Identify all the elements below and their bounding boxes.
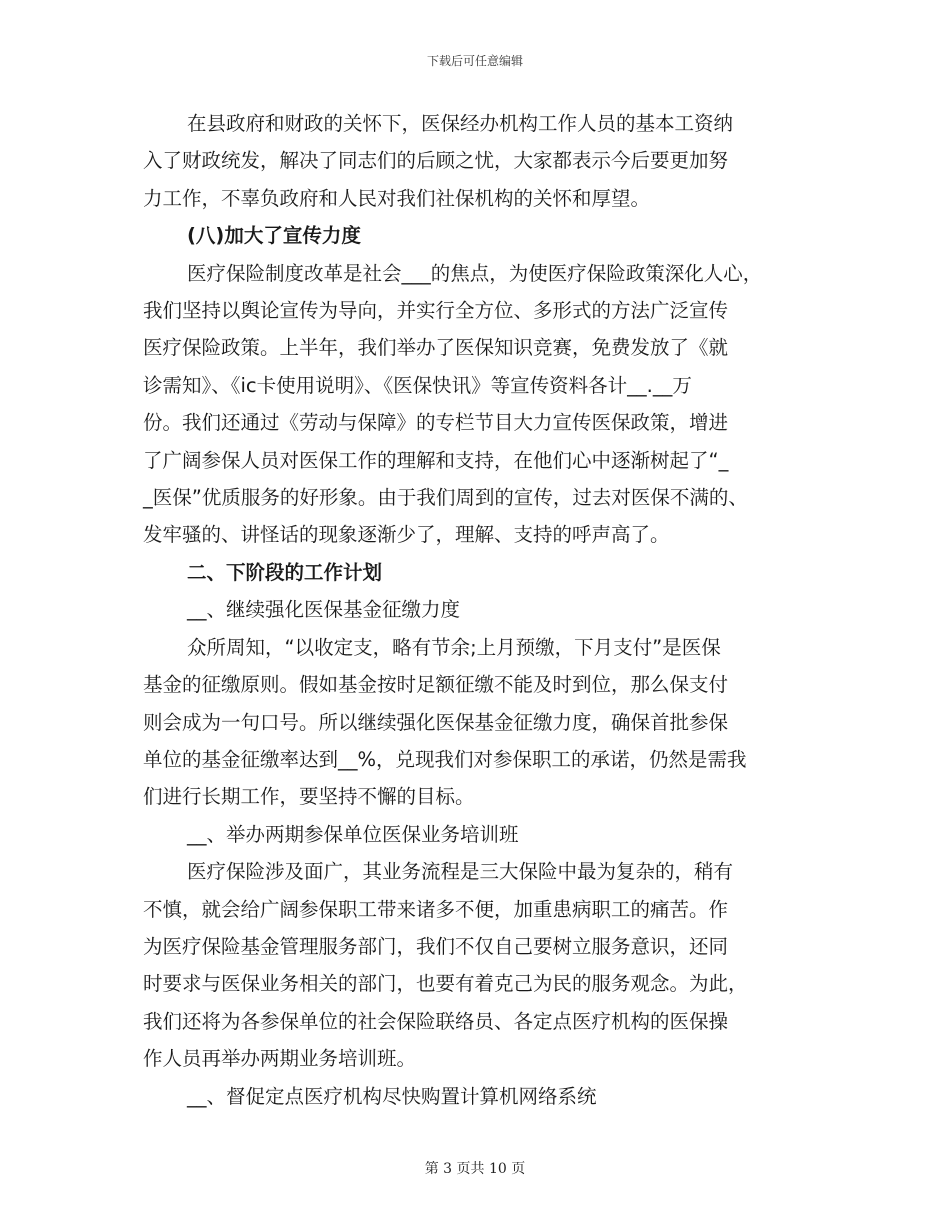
- text-line: 在县政府和财政的关怀下，医保经办机构工作人员的基本工资纳: [187, 112, 734, 135]
- text-line: 份。我们还通过《劳动与保障》的专栏节目大力宣传医保政策，增进: [143, 411, 729, 435]
- text-line: 力工作，不辜负政府和人民对我们社保机构的关怀和厚望。: [143, 186, 651, 210]
- text-line: 我们坚持以舆论宣传为导向，并实行全方位、多形式的方法广泛宣传: [143, 299, 729, 323]
- text-line: 不慎，就会给广阔参保职工带来诸多不便，加重患病职工的痛苦。作: [143, 897, 729, 921]
- text-line: 医疗保险制度改革是社会___的焦点，为使医疗保险政策深化人心，: [187, 261, 763, 285]
- text-line: 们进行长期工作，要坚持不懈的目标。: [143, 785, 475, 809]
- page-header: 下载后可任意编辑: [426, 54, 523, 68]
- paragraph-salary: [143, 105, 823, 217]
- text-line: 则会成为一句口号。所以继续强化医保基金征缴力度，确保首批参保: [143, 710, 729, 734]
- text-line: __、督促定点医疗机构尽快购置计算机网络系统: [187, 1084, 597, 1108]
- text-line: 发牢骚的、讲怪话的现象逐渐少了，理解、支持的呼声高了。: [143, 523, 670, 547]
- text-line: _医保”优质服务的好形象。由于我们周到的宣传，过去对医保不满的、: [143, 486, 748, 510]
- text-line: 诊需知》、《ic卡使用说明》、《医保快讯》等宣传资料各计__.__万: [143, 373, 692, 397]
- text-line: 基金的征缴原则。假如基金按时足额征缴不能及时到位，那么保支付: [143, 673, 729, 697]
- paragraph-fund-collection: [143, 629, 823, 816]
- text-line: 医疗保险政策。上半年，我们举办了医保知识竞赛，免费发放了《就: [143, 336, 729, 360]
- text-line: 时要求与医保业务相关的部门，也要有着克己为民的服务观念。为此，: [143, 972, 748, 996]
- text-line: 我们还将为各参保单位的社会保险联络员、各定点医疗机构的医保操: [143, 1009, 729, 1033]
- text-line: 众所周知，“以收定支，略有节余;上月预缴，下月支付”是医保: [187, 635, 721, 659]
- document-body: [143, 105, 823, 1115]
- text-line: __、继续强化医保基金征缴力度: [187, 598, 461, 622]
- subheading-training: [143, 816, 823, 853]
- text-line: 医疗保险涉及面广，其业务流程是三大保险中最为复杂的，稍有: [187, 860, 734, 884]
- text-line: 作人员再举办两期业务培训班。: [143, 1047, 417, 1071]
- paragraph-training: [143, 853, 823, 1077]
- text-line: __、举办两期参保单位医保业务培训班: [187, 822, 519, 846]
- section-heading-next-plan: 二、下阶段的工作计划: [187, 560, 383, 584]
- subheading-network-system: [143, 1078, 823, 1115]
- text-line: 入了财政统发，解决了同志们的后顾之忧，大家都表示今后要更加努: [143, 149, 729, 173]
- text-line: 了广阔参保人员对医保工作的理解和支持，在他们心中逐渐树起了“_: [143, 448, 729, 472]
- section-heading-publicity: (八)加大了宣传力度: [187, 224, 361, 248]
- text-line: 为医疗保险基金管理服务部门，我们不仅自己要树立服务意识，还同: [143, 934, 729, 958]
- subheading-fund-collection: [143, 591, 823, 628]
- page-footer: 第 3 页共 10 页: [424, 1161, 526, 1177]
- paragraph-publicity: [143, 255, 823, 554]
- text-line: 单位的基金征缴率达到__%，兑现我们对参保职工的承诺，仍然是需我: [143, 747, 747, 771]
